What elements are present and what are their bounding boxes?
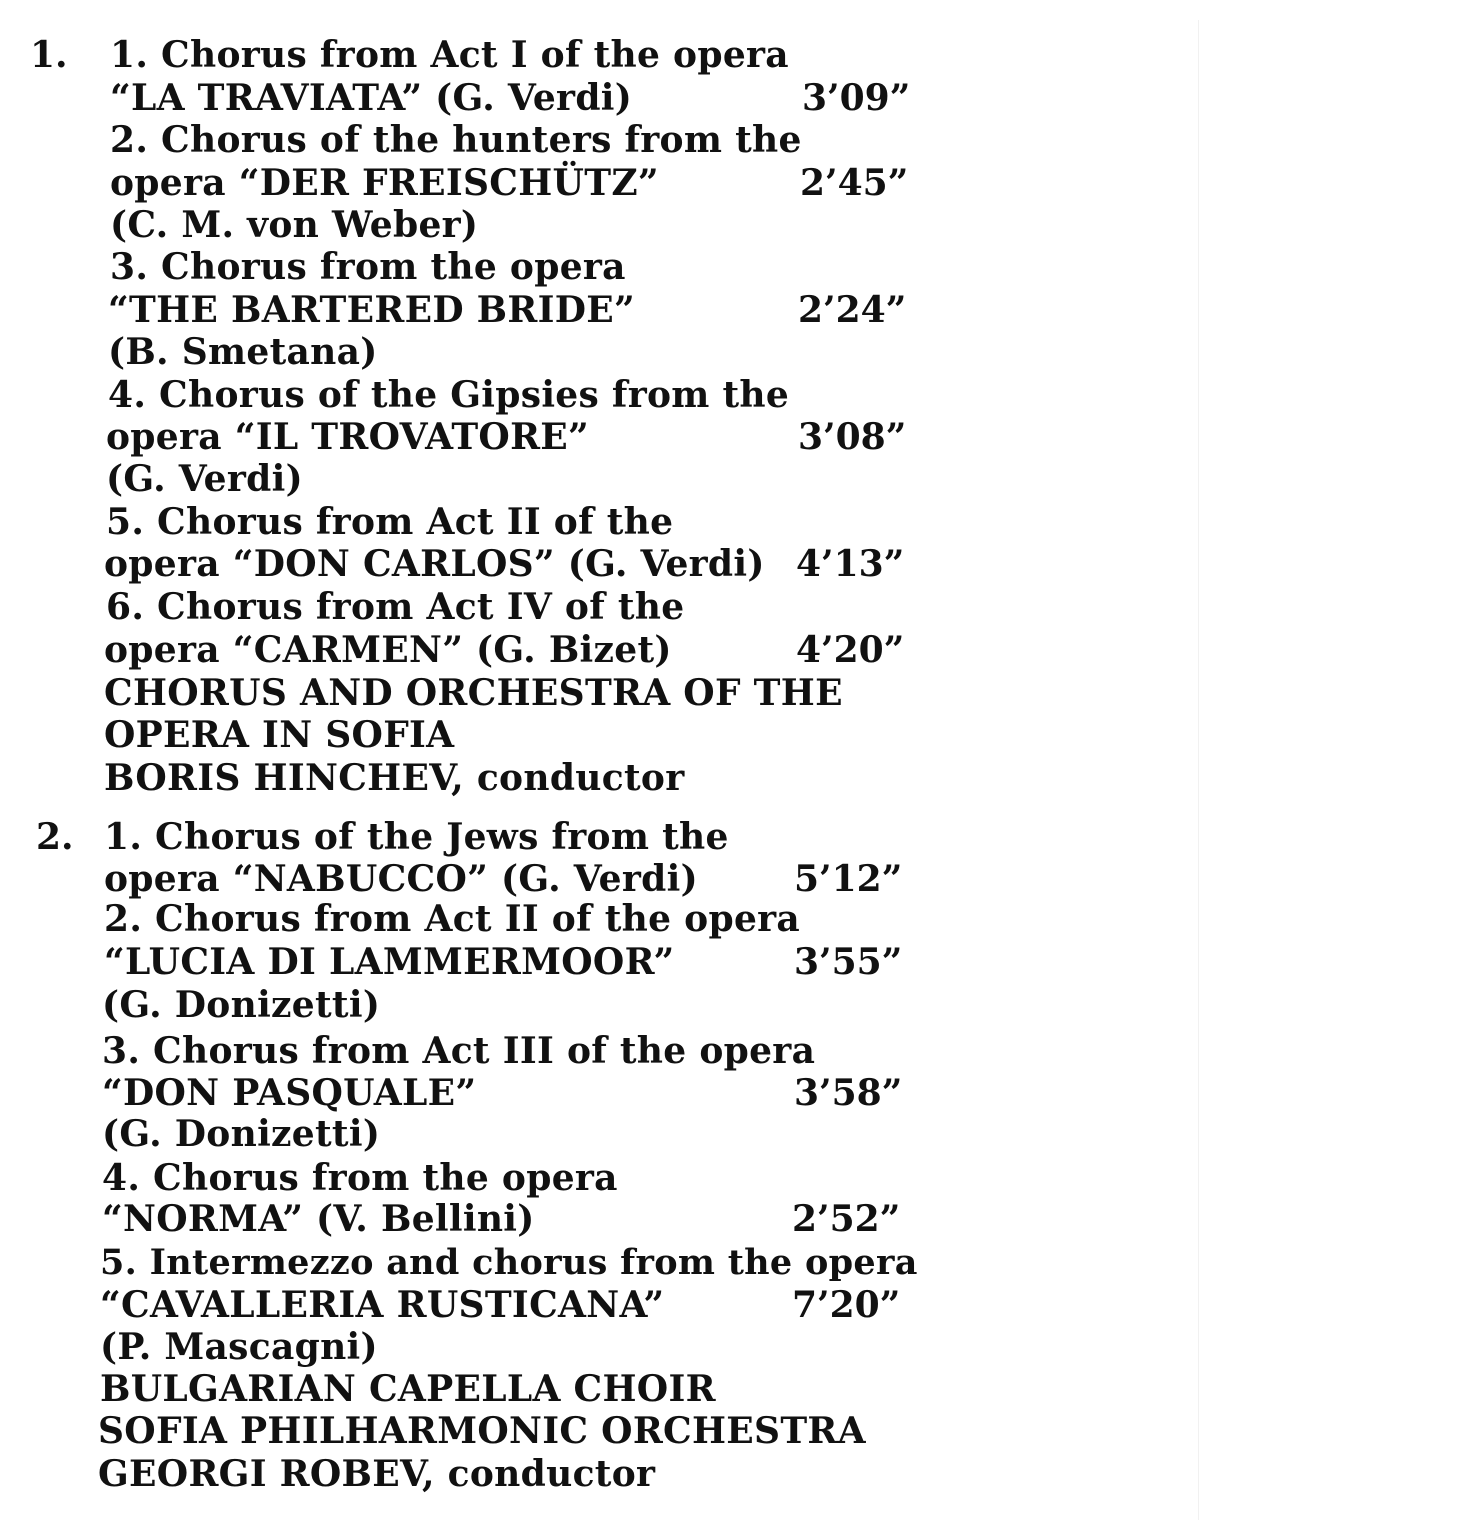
track-duration: 5’12” <box>794 858 903 900</box>
track-duration: 4’13” <box>796 543 905 585</box>
track-title-line: (G. Donizetti) <box>102 1113 381 1155</box>
track-title-line: “DON PASQUALE” <box>102 1072 477 1114</box>
track-title-line: 6. Chorus from Act IV of the <box>106 586 685 628</box>
track-duration: 2’52” <box>792 1198 901 1240</box>
track-title-line: opera “NABUCCO” (G. Verdi) <box>104 858 698 900</box>
track-duration: 4’20” <box>796 629 905 671</box>
track-title-line: 4. Chorus from the opera <box>102 1157 618 1199</box>
track-title-line: 4. Chorus of the Gipsies from the <box>108 374 790 416</box>
track-title-line: “NORMA” (V. Bellini) <box>102 1198 535 1240</box>
track-duration: 3’08” <box>798 416 907 458</box>
track-title-line: (B. Smetana) <box>108 331 378 373</box>
track-title-line: “LUCIA DI LAMMERMOOR” <box>104 941 675 983</box>
track-title-line: 3. Chorus from Act III of the opera <box>102 1030 816 1072</box>
track-title-line: (C. M. von Weber) <box>110 204 479 246</box>
track-title-line: “LA TRAVIATA” (G. Verdi) <box>110 77 633 119</box>
side-number: 2. <box>36 816 74 858</box>
credit-line: CHORUS AND ORCHESTRA OF THE <box>104 672 843 714</box>
track-title-line: 3. Chorus from the opera <box>110 246 626 288</box>
track-title-line: 2. Chorus from Act II of the opera <box>104 898 801 940</box>
track-duration: 3’55” <box>794 941 903 983</box>
track-duration: 3’58” <box>794 1072 903 1114</box>
track-duration: 2’24” <box>798 289 907 331</box>
track-duration: 7’20” <box>792 1284 901 1326</box>
track-title-line: 5. Intermezzo and chorus from the opera <box>100 1242 918 1283</box>
credit-line: GEORGI ROBEV, conductor <box>98 1453 656 1495</box>
track-title-line: opera “CARMEN” (G. Bizet) <box>104 629 672 671</box>
credit-line: BORIS HINCHEV, conductor <box>104 757 685 799</box>
track-duration: 2’45” <box>800 162 909 204</box>
track-duration: 3’09” <box>802 77 911 119</box>
credit-line: SOFIA PHILHARMONIC ORCHESTRA <box>98 1410 866 1452</box>
page-edge-divider <box>1198 20 1199 1520</box>
track-title-line: opera “DER FREISCHÜTZ” <box>110 162 659 204</box>
track-title-line: 1. Chorus of the Jews from the <box>104 816 729 858</box>
track-title-line: opera “IL TROVATORE” <box>106 416 590 458</box>
track-title-line: 5. Chorus from Act II of the <box>106 501 674 543</box>
track-title-line: 2. Chorus of the hunters from the <box>110 119 802 161</box>
track-title-line: “THE BARTERED BRIDE” <box>108 289 636 331</box>
track-title-line: (G. Donizetti) <box>102 984 381 1026</box>
side-number: 1. <box>30 34 68 76</box>
track-title-line: (P. Mascagni) <box>100 1326 378 1368</box>
track-title-line: “CAVALLERIA RUSTICANA” <box>100 1284 665 1326</box>
track-title-line: 1. Chorus from Act I of the opera <box>110 34 789 76</box>
track-title-line: opera “DON CARLOS” (G. Verdi) <box>104 543 765 585</box>
track-title-line: (G. Verdi) <box>106 458 303 500</box>
credit-line: BULGARIAN CAPELLA CHOIR <box>100 1368 716 1410</box>
credit-line: OPERA IN SOFIA <box>104 714 455 756</box>
